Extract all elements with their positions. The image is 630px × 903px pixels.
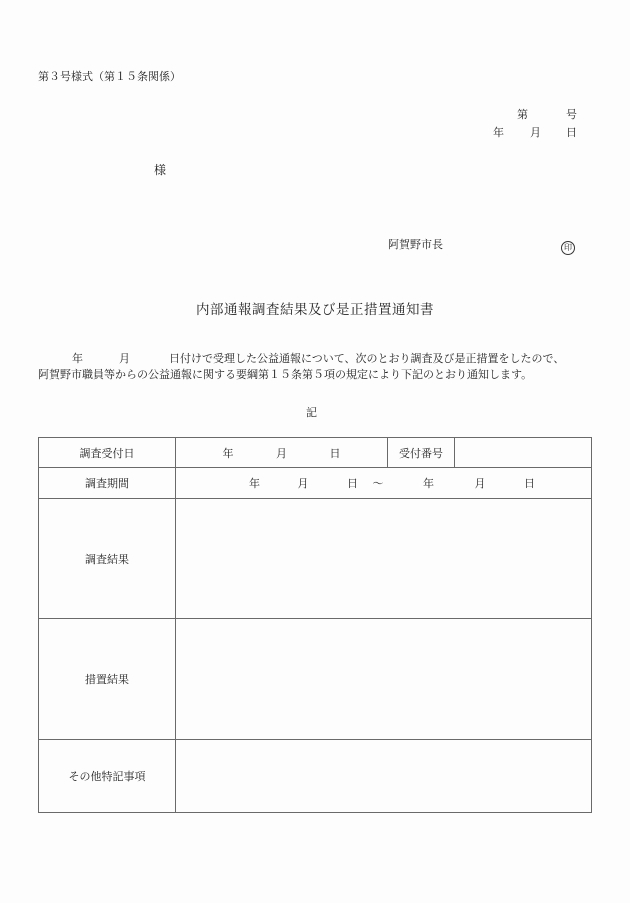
label-receipt-date: 調査受付日 xyxy=(39,438,176,468)
table-row-measure-result xyxy=(39,619,592,740)
receipt-date-field[interactable] xyxy=(176,438,388,468)
label-investigation-result: 調査結果 xyxy=(39,499,176,619)
receipt-day: 日 xyxy=(329,446,341,460)
period-tilde: 〜 xyxy=(372,477,384,490)
table-row-investigation-period xyxy=(39,468,592,499)
period-to-month: 月 xyxy=(474,477,486,490)
ki-heading: 記 xyxy=(306,406,317,419)
table-row-other-notes xyxy=(39,740,592,813)
doc-number-suffix: 号 xyxy=(566,108,577,121)
form-number: 第３号様式（第１５条関係） xyxy=(38,70,181,83)
period-to-day: 日 xyxy=(524,477,535,490)
period-to-year: 年 xyxy=(423,477,434,490)
document-title: 内部通報調査結果及び是正措置通知書 xyxy=(196,302,434,318)
body-line1-year: 年 xyxy=(72,352,83,365)
report-table xyxy=(38,437,592,813)
investigation-result-field[interactable] xyxy=(176,499,592,619)
period-from-day: 日 xyxy=(347,477,358,490)
seal-icon: 印 xyxy=(561,241,575,255)
table-row-receipt-date xyxy=(39,438,592,468)
issue-date-month: 月 xyxy=(530,126,541,139)
doc-number-prefix: 第 xyxy=(517,108,528,121)
seal-mark xyxy=(561,235,575,255)
issue-date-year: 年 xyxy=(493,126,504,139)
investigation-period-field[interactable] xyxy=(176,468,592,499)
body-line1-month: 月 xyxy=(119,352,130,365)
measure-result-field[interactable] xyxy=(176,619,592,740)
issuer-name: 阿賀野市長 xyxy=(388,238,443,251)
label-investigation-period: 調査期間 xyxy=(39,468,176,499)
receipt-year: 年 xyxy=(222,446,234,460)
other-notes-field[interactable] xyxy=(176,740,592,813)
receipt-month: 月 xyxy=(276,446,287,460)
label-other-notes: その他特記事項 xyxy=(39,740,176,813)
body-line1-text: 日付けで受理した公益通報について、次のとおり調査及び是正措置をしたので、 xyxy=(169,352,565,365)
period-from-year: 年 xyxy=(249,477,260,490)
receipt-number-field[interactable] xyxy=(455,438,592,468)
table-row-investigation-result xyxy=(39,499,592,619)
label-measure-result: 措置結果 xyxy=(39,619,176,740)
period-from-month: 月 xyxy=(297,477,309,490)
label-receipt-number: 受付番号 xyxy=(388,438,455,468)
issue-date-day: 日 xyxy=(566,126,577,139)
addressee-suffix: 様 xyxy=(154,163,167,177)
body-line2-text: 阿賀野市職員等からの公益通報に関する要綱第１５条第５項の規定により下記のとおり通知します。 xyxy=(38,368,533,381)
